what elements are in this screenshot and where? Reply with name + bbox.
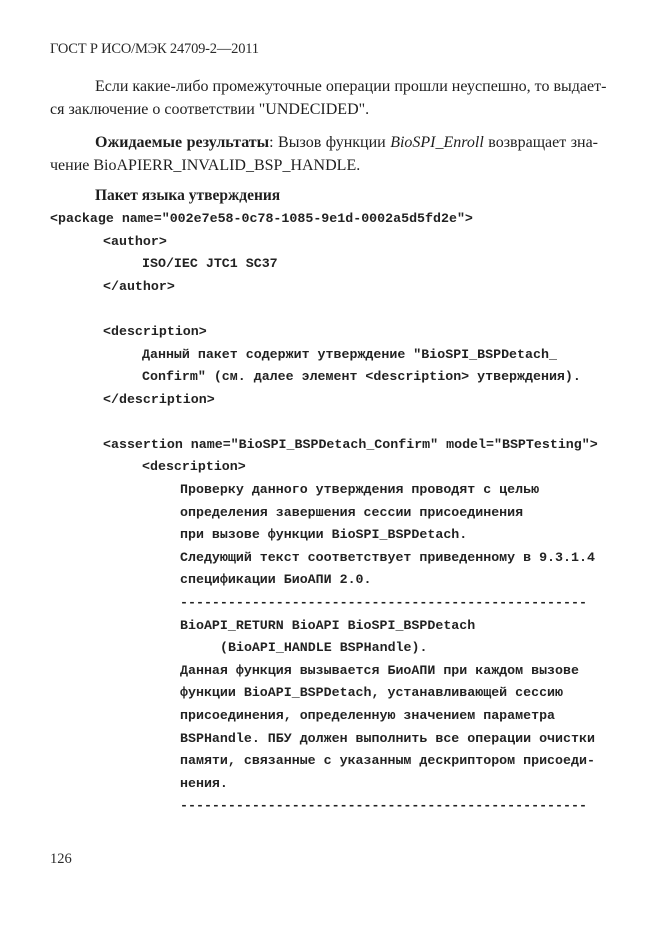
- code-line: функции BioAPI_BSPDetach, устанавливающей сессию: [180, 685, 564, 700]
- code-line: определения завершения сессии присоединения: [180, 505, 524, 520]
- code-line: присоединения, определенную значением параметра: [180, 708, 556, 723]
- paragraph-2-text-a: : Вызов функции: [269, 134, 391, 151]
- section-heading: Пакет языка утверждения: [95, 187, 281, 204]
- code-line: </author>: [103, 279, 175, 294]
- code-line: Confirm" (см. далее элемент <description> утверждения).: [142, 369, 581, 384]
- code-line: Следующий текст соответствует приведенному в 9.3.1.4: [180, 550, 595, 565]
- code-line: <assertion name="BioSPI_BSPDetach_Confirm" model="BSPTesting">: [103, 437, 598, 452]
- paragraph-2-text-b: возвращает зна-: [483, 134, 598, 151]
- page-number: 126: [50, 851, 72, 867]
- code-line: Данная функция вызывается БиоАПИ при каждом вызове: [180, 663, 579, 678]
- code-line: </description>: [103, 392, 215, 407]
- code-line: <author>: [103, 234, 167, 249]
- code-line: BioAPI_RETURN BioAPI BioSPI_BSPDetach: [180, 618, 476, 633]
- code-line: памяти, связанные с указанным дескриптором присоеди-: [180, 753, 595, 768]
- paragraph-2-line-2: чение BioAPIERR_INVALID_BSP_HANDLE.: [50, 157, 361, 174]
- code-line: <description>: [103, 324, 207, 339]
- code-line: при вызове функции BioSPI_BSPDetach.: [180, 527, 468, 542]
- code-line: ISO/IEC JTC1 SC37: [142, 256, 278, 271]
- expected-results-label: Ожидаемые результаты: [95, 134, 270, 151]
- code-line: <package name="002e7e58-0c78-1085-9e1d-0002a5d5fd2e">: [50, 211, 473, 226]
- code-line: <description>: [142, 459, 246, 474]
- code-line: Проверку данного утверждения проводят с целью: [180, 482, 540, 497]
- code-line: спецификации БиоАПИ 2.0.: [180, 572, 372, 587]
- paragraph-1-line-2: ся заключение о соответствии "UNDECIDED".: [50, 101, 370, 118]
- code-separator: ---------------------------------------------------: [180, 798, 587, 813]
- code-line: Данный пакет содержит утверждение "BioSPI_BSPDetach_: [142, 347, 557, 362]
- code-separator: ---------------------------------------------------: [180, 595, 587, 610]
- paragraph-2-line-1: [95, 134, 598, 152]
- function-name: BioSPI_Enroll: [390, 134, 484, 151]
- running-header: ГОСТ Р ИСО/МЭК 24709-2—2011: [50, 41, 259, 57]
- code-line: нения.: [180, 776, 228, 791]
- paragraph-1-line-1: Если какие-либо промежуточные операции прошли неуспешно, то выдает-: [95, 78, 607, 95]
- code-line: BSPHandle. ПБУ должен выполнить все операции очистки: [180, 731, 595, 746]
- code-line: (BioAPI_HANDLE BSPHandle).: [220, 640, 428, 655]
